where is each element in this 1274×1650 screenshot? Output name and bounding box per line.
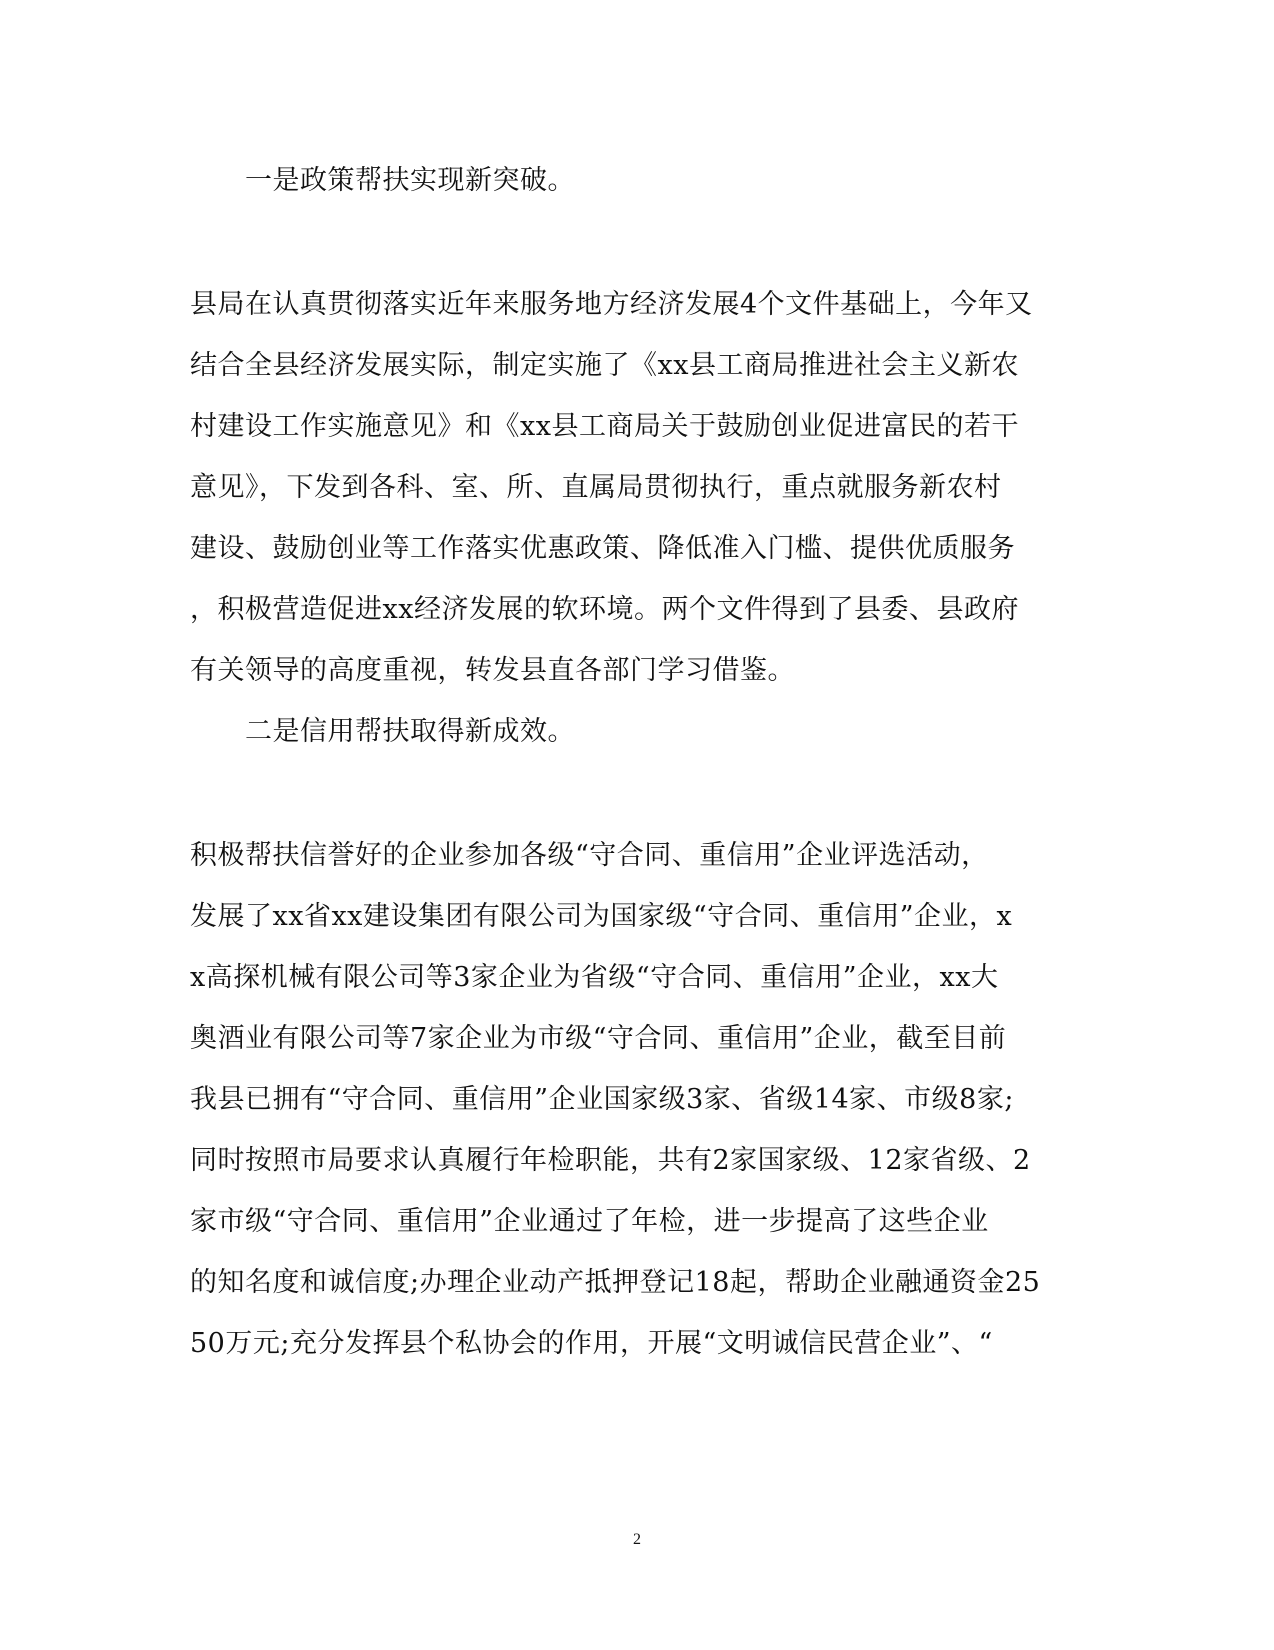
paragraph-line: ，积极营造促进xx经济发展的软环境。两个文件得到了县委、县政府 — [190, 594, 1019, 625]
paragraph-line: 建设、鼓励创业等工作落实优惠政策、降低准入门槛、提供优质服务 — [190, 533, 1015, 564]
paragraph-line: 意见》，下发到各科、室、所、直属局贯彻执行，重点就服务新农村 — [190, 472, 1002, 503]
paragraph-line: 家市级“守合同、重信用”企业通过了年检，进一步提高了这些企业 — [190, 1206, 989, 1237]
section-heading-credit: 二是信用帮扶取得新成效。 — [245, 716, 575, 747]
paragraph-line: 同时按照市局要求认真履行年检职能，共有2家国家级、12家省级、2 — [190, 1145, 1031, 1176]
paragraph-line: 我县已拥有“守合同、重信用”企业国家级3家、省级14家、市级8家; — [190, 1084, 1014, 1115]
paragraph-line: 县局在认真贯彻落实近年来服务地方经济发展4个文件基础上，今年又 — [190, 289, 1033, 320]
paragraph-line: 村建设工作实施意见》和《xx县工商局关于鼓励创业促进富民的若干 — [190, 411, 1019, 442]
paragraph-line: 50万元;充分发挥县个私协会的作用，开展“文明诚信民营企业”、“ — [190, 1328, 993, 1359]
paragraph-line: 的知名度和诚信度;办理企业动产抵押登记18起，帮助企业融通资金25 — [190, 1267, 1041, 1298]
paragraph-line: x高探机械有限公司等3家企业为省级“守合同、重信用”企业，xx大 — [190, 962, 999, 993]
paragraph-line: 结合全县经济发展实际，制定实施了《xx县工商局推进社会主义新农 — [190, 350, 1019, 381]
section-heading-policy: 一是政策帮扶实现新突破。 — [245, 165, 575, 196]
page-number: 2 — [633, 1531, 641, 1548]
paragraph-line: 发展了xx省xx建设集团有限公司为国家级“守合同、重信用”企业，x — [190, 901, 1013, 932]
paragraph-line: 有关领导的高度重视，转发县直各部门学习借鉴。 — [190, 655, 795, 686]
paragraph-line: 奥酒业有限公司等7家企业为市级“守合同、重信用”企业，截至目前 — [190, 1023, 1007, 1054]
paragraph-line: 积极帮扶信誉好的企业参加各级“守合同、重信用”企业评选活动， — [190, 840, 989, 871]
